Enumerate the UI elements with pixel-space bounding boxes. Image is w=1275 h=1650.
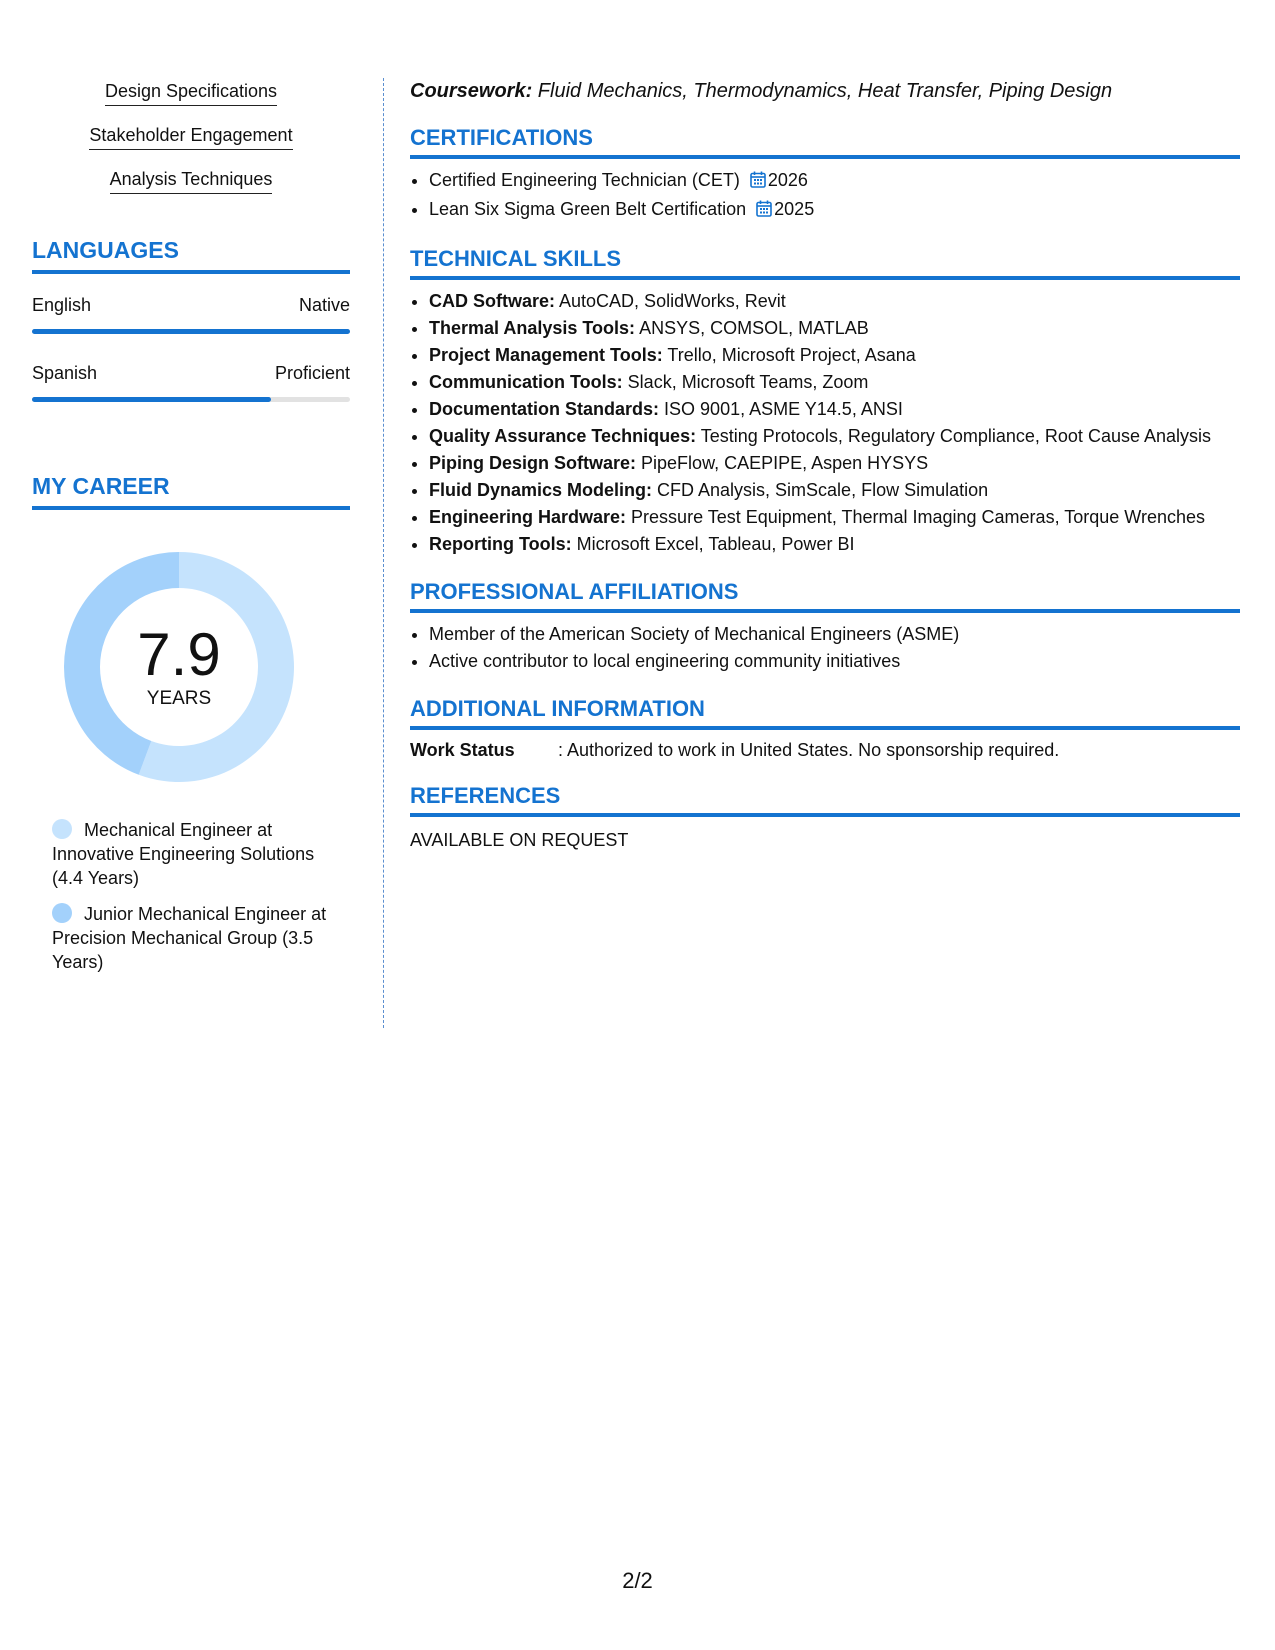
language-level: Native	[298, 295, 350, 315]
calendar-icon	[750, 169, 766, 196]
skill-tag: Design Specifications	[32, 80, 350, 106]
list-item: • Fluid Dynamics Modeling: CFD Analysis, SimScale, Flow Simulation	[429, 477, 1240, 504]
career-legend-item: Junior Mechanical Engineer at Precision Mechanical Group (3.5 Years)	[52, 904, 327, 972]
references-heading: REFERENCES	[410, 782, 1240, 817]
certifications-list	[410, 167, 1240, 225]
career-total-years: 7.9	[137, 621, 221, 688]
language-item	[32, 294, 350, 334]
language-item	[32, 362, 350, 402]
work-status-row	[410, 738, 1240, 762]
list-item: • Thermal Analysis Tools: ANSYS, COMSOL, MATLAB	[429, 315, 1240, 342]
affiliations-list	[410, 621, 1240, 675]
list-item: • Engineering Hardware: Pressure Test Equipment, Thermal Imaging Cameras, Torque Wrenches	[429, 504, 1240, 531]
references-text: AVAILABLE ON REQUEST	[410, 830, 629, 850]
page-number: 2/2	[622, 1568, 653, 1593]
main-content	[410, 78, 1240, 852]
list-item: • Reporting Tools: Microsoft Excel, Tableau, Power BI	[429, 531, 1240, 558]
list-item: • Lean Six Sigma Green Belt Certification 2025	[429, 196, 1240, 225]
list-item: • Certified Engineering Technician (CET) 2026	[429, 167, 1240, 196]
list-item: • Quality Assurance Techniques: Testing Protocols, Regulatory Compliance, Root Cause Analysis	[429, 423, 1240, 450]
language-proficiency-bar	[32, 329, 350, 334]
calendar-icon	[756, 198, 772, 225]
list-item: • Active contributor to local engineering community initiatives	[429, 648, 1240, 675]
skill-tags	[32, 80, 350, 194]
technical-skills-list	[410, 288, 1240, 558]
column-divider	[383, 78, 384, 1028]
certification-year: 2026	[767, 170, 808, 190]
career-legend	[32, 818, 350, 974]
language-name: English	[32, 295, 92, 315]
skill-tag: Stakeholder Engagement	[32, 124, 350, 150]
work-status-label: Work Status	[410, 740, 515, 760]
list-item: • Piping Design Software: PipeFlow, CAEPIPE, Aspen HYSYS	[429, 450, 1240, 477]
additional-info-heading: ADDITIONAL INFORMATION	[410, 695, 1240, 730]
legend-dot	[52, 903, 72, 923]
list-item: • Documentation Standards: ISO 9001, ASME Y14.5, ANSI	[429, 396, 1240, 423]
legend-dot	[52, 819, 72, 839]
list-item: • Project Management Tools: Trello, Microsoft Project, Asana	[429, 342, 1240, 369]
list-item: • Member of the American Society of Mechanical Engineers (ASME)	[429, 621, 1240, 648]
certification-year: 2025	[774, 199, 815, 219]
languages-heading: LANGUAGES	[32, 236, 350, 274]
list-item: • CAD Software: AutoCAD, SolidWorks, Revit	[429, 288, 1240, 315]
list-item: • Communication Tools: Slack, Microsoft Teams, Zoom	[429, 369, 1240, 396]
sidebar	[32, 80, 350, 974]
career-donut-chart	[64, 552, 294, 782]
language-level: Proficient	[274, 363, 350, 383]
coursework: Coursework: Fluid Mechanics, Thermodynamics, Heat Transfer, Piping Design	[410, 80, 1113, 102]
work-status-value: : Authorized to work in United States. No sponsorship required.	[558, 740, 1060, 760]
career-total-unit: YEARS	[146, 688, 212, 709]
skill-tag: Analysis Techniques	[32, 168, 350, 194]
language-name: Spanish	[32, 363, 98, 383]
career-heading: MY CAREER	[32, 472, 350, 510]
certifications-heading: CERTIFICATIONS	[410, 124, 1240, 159]
language-proficiency-bar	[32, 397, 350, 402]
career-legend-item: Mechanical Engineer at Innovative Engineering Solutions (4.4 Years)	[52, 820, 315, 888]
affiliations-heading: PROFESSIONAL AFFILIATIONS	[410, 578, 1240, 613]
technical-skills-heading: TECHNICAL SKILLS	[410, 245, 1240, 280]
